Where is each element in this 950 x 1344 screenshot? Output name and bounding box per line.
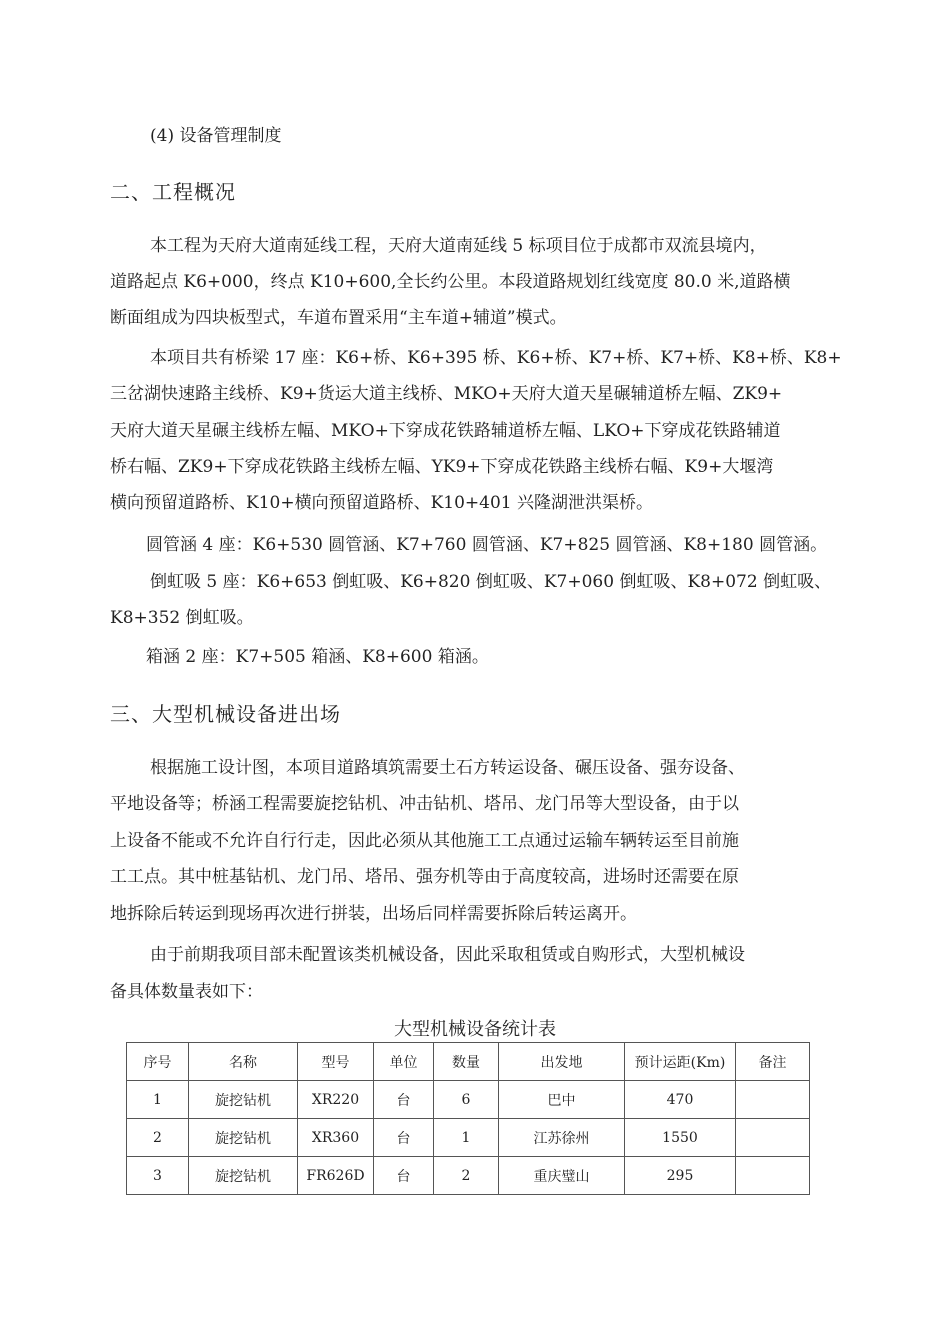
- table-caption: 大型机械设备统计表: [394, 1019, 556, 1040]
- paragraph-line: 三岔湖快速路主线桥、K9+货运大道主线桥、MKO+天府大道天星碾辅道桥左幅、ZK9+: [110, 384, 783, 404]
- header-cell-distance: 预计运距(Km): [625, 1043, 736, 1081]
- table-cell: XR360: [298, 1119, 374, 1157]
- table-cell: 2: [127, 1119, 189, 1157]
- table-cell: 台: [374, 1119, 434, 1157]
- paragraph-line: 横向预留道路桥、K10+横向预留道路桥、K10+401 兴隆湖泄洪渠桥。: [110, 493, 654, 513]
- table-cell: XR220: [298, 1081, 374, 1119]
- table-cell: 旋挖钻机: [189, 1119, 298, 1157]
- header-cell-remarks: 备注: [736, 1043, 810, 1081]
- table-cell: 1: [434, 1119, 499, 1157]
- table-header-row: [127, 1043, 810, 1081]
- table-cell: 1: [127, 1081, 189, 1119]
- table-cell: 295: [625, 1157, 736, 1195]
- paragraph-line: 天府大道天星碾主线桥左幅、MKO+下穿成花铁路辅道桥左幅、LKO+下穿成花铁路辅道: [110, 421, 781, 441]
- paragraph-line: 地拆除后转运到现场再次进行拼装，出场后同样需要拆除后转运离开。: [110, 904, 637, 924]
- table-cell: 旋挖钻机: [189, 1081, 298, 1119]
- table-cell: [736, 1119, 810, 1157]
- paragraph-line: 由于前期我项目部未配置该类机械设备，因此采取租赁或自购形式，大型机械设: [150, 945, 745, 965]
- list-item-equipment-management: (4) 设备管理制度: [150, 126, 282, 146]
- paragraph-line: 备具体数量表如下：: [110, 982, 263, 1002]
- table-cell: 江苏徐州: [499, 1119, 625, 1157]
- table-cell: [736, 1157, 810, 1195]
- section-heading-large-machinery: 三、大型机械设备进出场: [110, 702, 341, 726]
- section-heading-project-overview: 二、工程概况: [110, 180, 236, 204]
- paragraph-line: 桥右幅、ZK9+下穿成花铁路主线桥左幅、YK9+下穿成花铁路主线桥右幅、K9+大堰湾: [110, 457, 774, 477]
- paragraph-line: 倒虹吸 5 座：K6+653 倒虹吸、K6+820 倒虹吸、K7+060 倒虹吸、K8+072 倒虹吸、: [150, 572, 832, 592]
- header-cell-quantity: 数量: [434, 1043, 499, 1081]
- table-cell: FR626D: [298, 1157, 374, 1195]
- table-cell: 台: [374, 1157, 434, 1195]
- paragraph-line: 根据施工设计图，本项目道路填筑需要土石方转运设备、碾压设备、强夯设备、: [150, 758, 745, 778]
- table-row: [127, 1157, 810, 1195]
- table-cell: 2: [434, 1157, 499, 1195]
- table-cell: 6: [434, 1081, 499, 1119]
- paragraph-line: 道路起点 K6+000，终点 K10+600,全长约公里。本段道路规划红线宽度 80.0 米,道路横: [110, 272, 791, 292]
- paragraph-line: 箱涵 2 座：K7+505 箱涵、K8+600 箱涵。: [146, 647, 489, 667]
- header-cell-name: 名称: [189, 1043, 298, 1081]
- header-cell-model: 型号: [298, 1043, 374, 1081]
- paragraph-line: 本工程为天府大道南延线工程，天府大道南延线 5 标项目位于成都市双流县境内，: [150, 236, 767, 256]
- table-cell: 台: [374, 1081, 434, 1119]
- header-cell-origin: 出发地: [499, 1043, 625, 1081]
- table-row: [127, 1119, 810, 1157]
- table-cell: 3: [127, 1157, 189, 1195]
- table-cell: 470: [625, 1081, 736, 1119]
- paragraph-line: 圆管涵 4 座：K6+530 圆管涵、K7+760 圆管涵、K7+825 圆管涵、K8+180 圆管涵。: [146, 535, 828, 555]
- equipment-table: [126, 1042, 810, 1195]
- table-cell: 重庆璧山: [499, 1157, 625, 1195]
- paragraph-line: 工工点。其中桩基钻机、龙门吊、塔吊、强夯机等由于高度较高，进场时还需要在原: [110, 867, 739, 887]
- table-cell: 巴中: [499, 1081, 625, 1119]
- table-row: [127, 1081, 810, 1119]
- paragraph-line: 平地设备等；桥涵工程需要旋挖钻机、冲击钻机、塔吊、龙门吊等大型设备，由于以: [110, 794, 739, 814]
- header-cell-index: 序号: [127, 1043, 189, 1081]
- table-cell: 1550: [625, 1119, 736, 1157]
- paragraph-line: K8+352 倒虹吸。: [110, 608, 254, 628]
- table-cell: [736, 1081, 810, 1119]
- paragraph-line: 本项目共有桥梁 17 座：K6+桥、K6+395 桥、K6+桥、K7+桥、K7+桥、K8+桥、K8+: [150, 348, 842, 368]
- paragraph-line: 断面组成为四块板型式，车道布置采用“主车道+辅道”模式。: [110, 308, 567, 328]
- header-cell-unit: 单位: [374, 1043, 434, 1081]
- table-cell: 旋挖钻机: [189, 1157, 298, 1195]
- paragraph-line: 上设备不能或不允许自行行走，因此必须从其他施工工点通过运输车辆转运至目前施: [110, 831, 739, 851]
